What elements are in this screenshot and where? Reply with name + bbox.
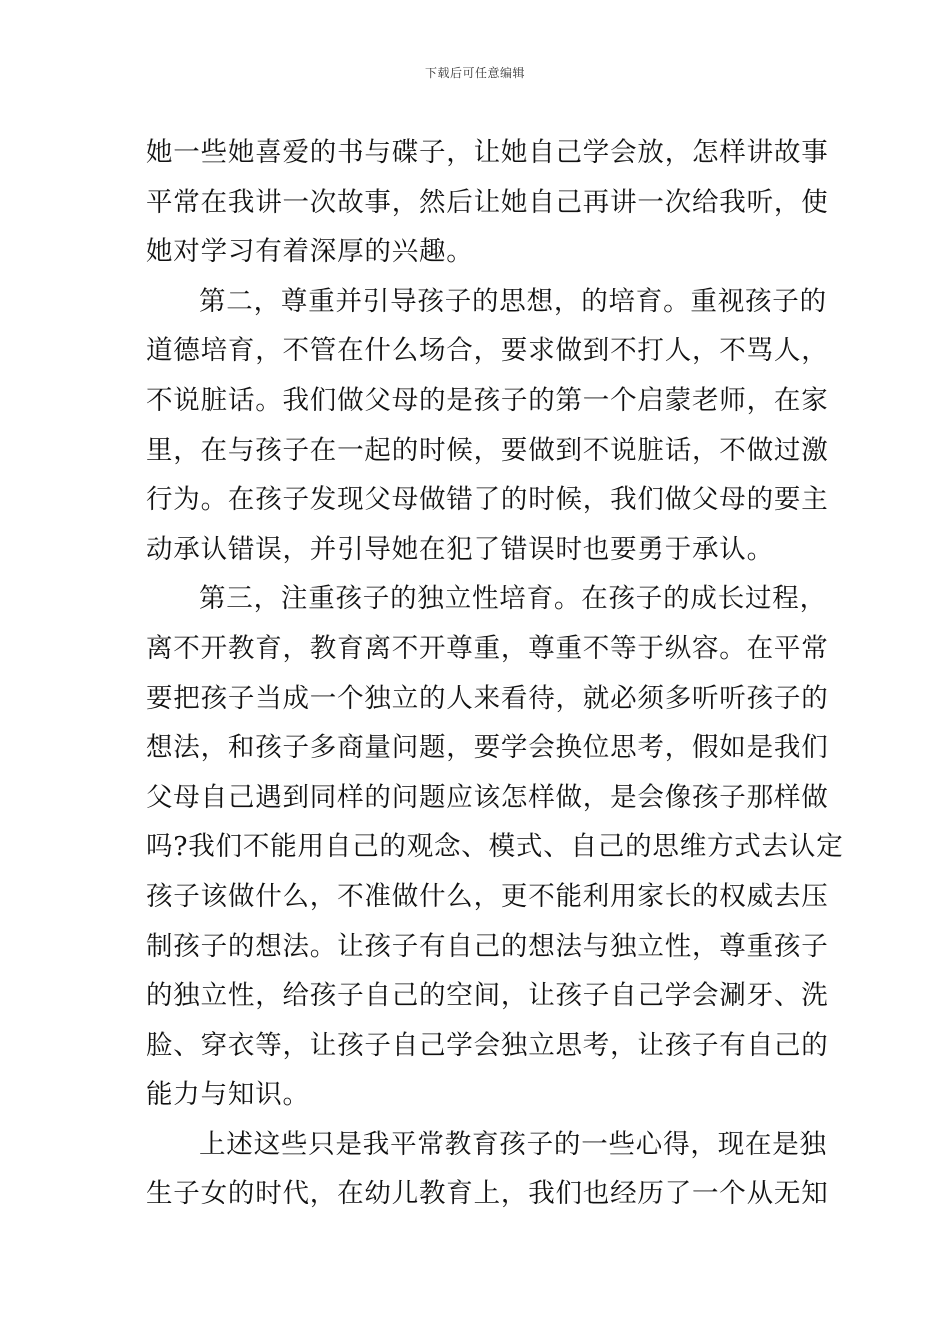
text-line: 里，在与孩子在一起的时候，要做到不说脏话，不做过激 xyxy=(146,434,829,466)
text-line: 能力与知识。 xyxy=(146,1079,310,1111)
text-line: 她一些她喜爱的书与碟子，让她自己学会放，怎样讲故事 xyxy=(146,137,829,168)
text-line: 孩子该做什么，不准做什么，更不能利用家长的权威去压 xyxy=(146,880,829,912)
text-line: 不说脏话。我们做父母的是孩子的第一个启蒙老师，在家 xyxy=(146,384,829,416)
text-line: 生子女的时代，在幼儿教育上，我们也经历了一个从无知 xyxy=(146,1178,829,1210)
text-line: 制孩子的想法。让孩子有自己的想法与独立性，尊重孩子 xyxy=(146,930,829,962)
page-header: 下载后可任意编辑 xyxy=(424,66,525,80)
text-line: 想法，和孩子多商量问题，要学会换位思考，假如是我们 xyxy=(146,732,829,764)
text-line: 道德培育，不管在什么场合，要求做到不打人，不骂人， xyxy=(146,335,829,367)
text-line: 吗?我们不能用自己的观念、模式、自己的思维方式去认定 xyxy=(146,831,844,863)
text-line: 脸、穿衣等，让孩子自己学会独立思考，让孩子有自己的 xyxy=(146,1029,829,1061)
text-line: 动承认错误，并引导她在犯了错误时也要勇于承认。 xyxy=(146,533,774,565)
body-text xyxy=(146,128,844,1219)
text-line: 的独立性，给孩子自己的空间，让孩子自己学会涮牙、洗 xyxy=(146,980,829,1012)
text-line: 父母自己遇到同样的问题应该怎样做，是会像孩子那样做 xyxy=(146,781,829,813)
text-line: 要把孩子当成一个独立的人来看待，就必须多听听孩子的 xyxy=(146,682,829,714)
paragraph-start-line: 第二，尊重并引导孩子的思想，的培育。重视孩子的 xyxy=(199,285,827,317)
text-line: 行为。在孩子发现父母做错了的时候，我们做父母的要主 xyxy=(146,484,829,516)
paragraph-start-line: 第三，注重孩子的独立性培育。在孩子的成长过程， xyxy=(199,583,827,615)
text-line: 平常在我讲一次故事，然后让她自己再讲一次给我听，使 xyxy=(146,186,829,218)
paragraph-start-line: 上述这些只是我平常教育孩子的一些心得，现在是独 xyxy=(199,1128,827,1160)
text-line: 她对学习有着深厚的兴趣。 xyxy=(146,236,474,268)
text-line: 离不开教育，教育离不开尊重，尊重不等于纵容。在平常 xyxy=(146,632,829,664)
